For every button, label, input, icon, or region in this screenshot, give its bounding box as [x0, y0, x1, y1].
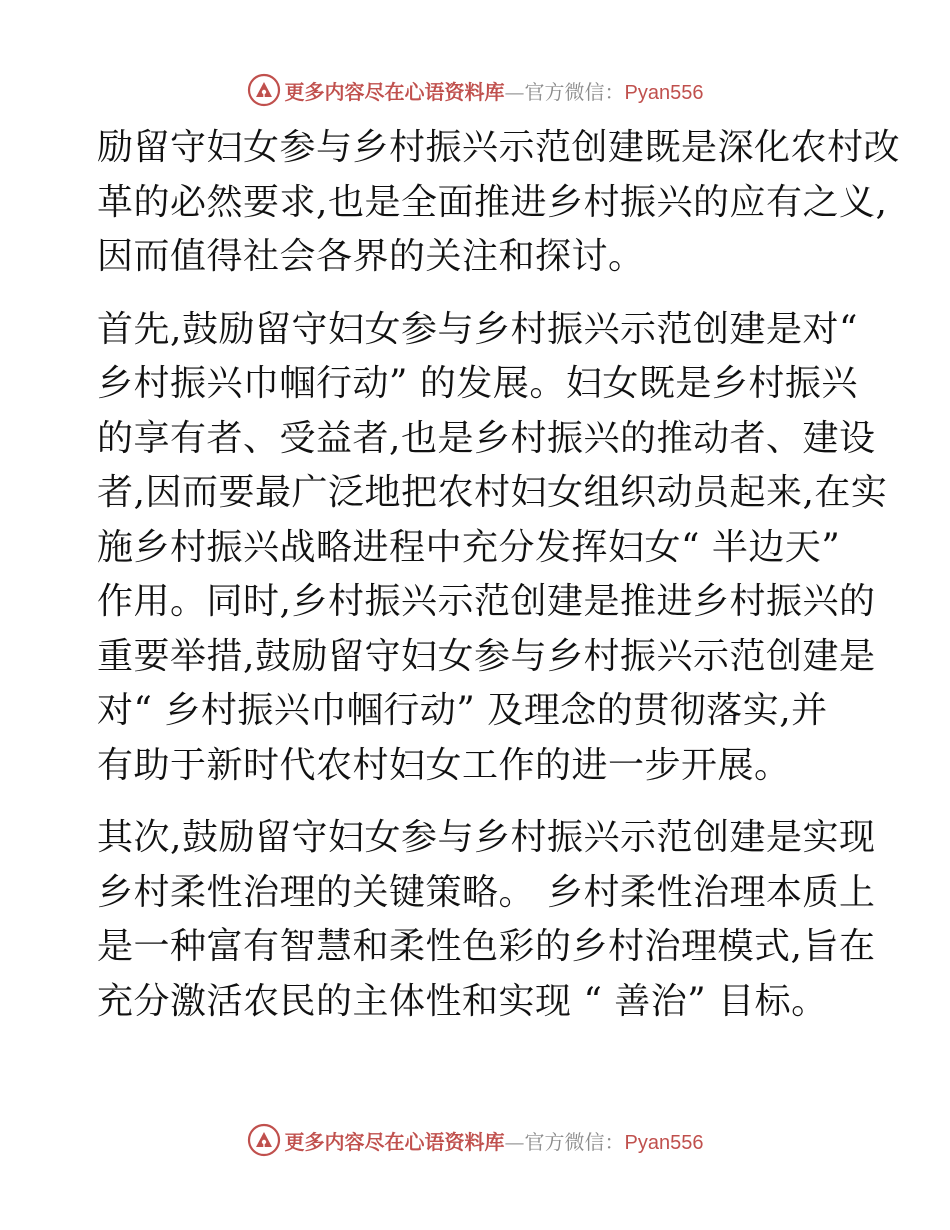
text-line: 充分激活农民的主体性和实现 “ 善治” 目标。 — [97, 980, 828, 1022]
text-line: 的享有者、受益者,也是乡村振兴的推动者、建设 — [97, 417, 876, 459]
paragraph-2 — [97, 303, 888, 794]
banner-main-text: 更多内容尽在心语资料库 — [284, 1129, 505, 1154]
fountain-pen-nib-icon — [247, 73, 281, 107]
banner-text — [285, 1126, 704, 1155]
banner-text — [285, 76, 704, 105]
banner-wechat-id: Pyan556 — [624, 81, 704, 104]
text-line: 其次,鼓励留守妇女参与乡村振兴示范创建是实现 — [97, 817, 876, 858]
text-line: 首先,鼓励留守妇女参与乡村振兴示范创建是对“ — [97, 308, 858, 350]
banner-wechat-label: 官方微信： — [524, 1129, 625, 1154]
text-line: 是一种富有智慧和柔性色彩的乡村治理模式,旨在 — [97, 926, 876, 967]
paragraph-1 — [97, 121, 901, 285]
text-line: 因而值得社会各界的关注和探讨。 — [97, 236, 645, 277]
document-body — [97, 121, 901, 1029]
text-line: 者,因而要最广泛地把农村妇女组织动员起来,在实 — [97, 472, 888, 513]
text-line: 作用。同时,乡村振兴示范创建是推进乡村振兴的 — [97, 581, 876, 622]
fountain-pen-nib-icon — [247, 1123, 281, 1157]
text-line: 重要举措,鼓励留守妇女参与乡村振兴示范创建是 — [97, 635, 876, 677]
banner-separator: — — [504, 79, 525, 104]
banner-wechat-id: Pyan556 — [624, 1131, 704, 1154]
text-line: 有助于新时代农村妇女工作的进一步开展。 — [97, 744, 791, 786]
text-line: 乡村柔性治理的关键策略。 乡村柔性治理本质上 — [97, 871, 876, 913]
footer-banner — [0, 1120, 950, 1160]
text-line: 革的必然要求,也是全面推进乡村振兴的应有之义, — [97, 181, 888, 223]
banner-main-text: 更多内容尽在心语资料库 — [284, 79, 505, 104]
banner-wechat-label: 官方微信： — [524, 79, 625, 104]
header-banner — [0, 70, 950, 110]
text-line: 对“ 乡村振兴巾帼行动” 及理念的贯彻落实,并 — [97, 690, 828, 731]
text-line: 施乡村振兴战略进程中充分发挥妇女“ 半边天” — [97, 526, 841, 568]
text-line: 乡村振兴巾帼行动” 的发展。妇女既是乡村振兴 — [97, 363, 858, 404]
paragraph-3 — [97, 811, 876, 1029]
text-line: 励留守妇女参与乡村振兴示范创建既是深化农村改 — [97, 127, 901, 168]
banner-separator: — — [504, 1129, 525, 1154]
